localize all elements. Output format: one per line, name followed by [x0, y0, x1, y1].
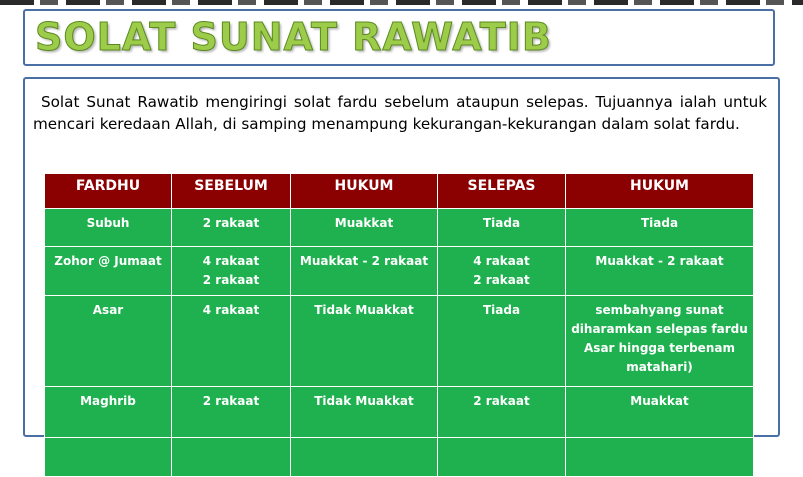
cell-line: 2 rakaat	[473, 394, 530, 408]
cell-line: 2 rakaat	[202, 394, 260, 408]
table-row	[45, 247, 754, 296]
title-banner	[23, 9, 775, 66]
cell-line: 2 rakaat	[202, 216, 260, 230]
cell-line: Muakkat	[630, 394, 689, 408]
cell-line: Muakkat - 2 rakaat	[299, 254, 429, 268]
cell-sebelum	[172, 247, 291, 296]
cell-hukum	[566, 387, 754, 438]
cell-line: Muakkat - 2 rakaat	[595, 254, 724, 268]
cell-fardhu: Zohor @ Jumaat	[45, 247, 172, 296]
header-selepas: SELEPAS	[438, 174, 566, 209]
cell-line: sembahyang sunat	[595, 303, 724, 317]
cell-selepas	[438, 296, 566, 387]
cell-empty	[566, 438, 754, 477]
cell-line: 4 rakaat	[202, 303, 260, 317]
cell-sebelum	[172, 387, 291, 438]
cell-hukum	[566, 247, 754, 296]
cell-selepas	[438, 209, 566, 247]
cell-fardhu: Maghrib	[45, 387, 172, 438]
cell-hukum	[566, 209, 754, 247]
cell-line: diharamkan selepas fardu	[571, 322, 748, 336]
cell-fardhu: Subuh	[45, 209, 172, 247]
cell-hukum	[291, 296, 438, 387]
page-title: SOLAT SUNAT RAWATIB	[35, 15, 552, 59]
table-row	[45, 209, 754, 247]
cell-hukum	[291, 209, 438, 247]
table-row	[45, 296, 754, 387]
cell-line: matahari)	[626, 360, 693, 374]
cell-line: Tiada	[640, 216, 679, 230]
cell-line: Asar hingga terbenam	[584, 341, 735, 355]
header-fardhu: FARDHU	[45, 174, 172, 209]
cell-line: 4 rakaat	[473, 254, 530, 268]
cell-empty	[172, 438, 291, 477]
header-hukum: HUKUM	[566, 174, 754, 209]
header-sebelum: SEBELUM	[172, 174, 291, 209]
cell-line: Tidak Muakkat	[314, 394, 414, 408]
cell-empty	[45, 438, 172, 477]
cell-fardhu: Asar	[45, 296, 172, 387]
cell-hukum	[566, 296, 754, 387]
content-panel	[23, 77, 780, 437]
cell-sebelum	[172, 296, 291, 387]
cell-line: 4 rakaat	[202, 254, 260, 268]
cell-sebelum	[172, 209, 291, 247]
cell-empty	[291, 438, 438, 477]
cropped-top-strip	[0, 0, 803, 5]
table-row	[45, 387, 754, 438]
header-hukum: HUKUM	[291, 174, 438, 209]
cell-empty	[438, 438, 566, 477]
table-row	[45, 438, 754, 477]
cell-hukum	[291, 387, 438, 438]
cell-line: 2 rakaat	[202, 273, 260, 287]
cell-selepas	[438, 387, 566, 438]
cell-line: Tiada	[482, 216, 521, 230]
cell-line: 2 rakaat	[473, 273, 530, 287]
table-header-row	[45, 174, 754, 209]
intro-paragraph: Solat Sunat Rawatib mengiringi solat fardu sebelum ataupun selepas. Tujuannya ialah untuk mencari keredaan Allah, di samping menampung kekurangan-kekurangan dalam solat fardu.	[33, 93, 767, 133]
rawatib-table	[44, 173, 754, 477]
cell-line: Muakkat	[334, 216, 394, 230]
cell-hukum	[291, 247, 438, 296]
cell-line: Tiada	[482, 303, 521, 317]
cell-line: Tidak Muakkat	[314, 303, 414, 317]
cell-selepas	[438, 247, 566, 296]
